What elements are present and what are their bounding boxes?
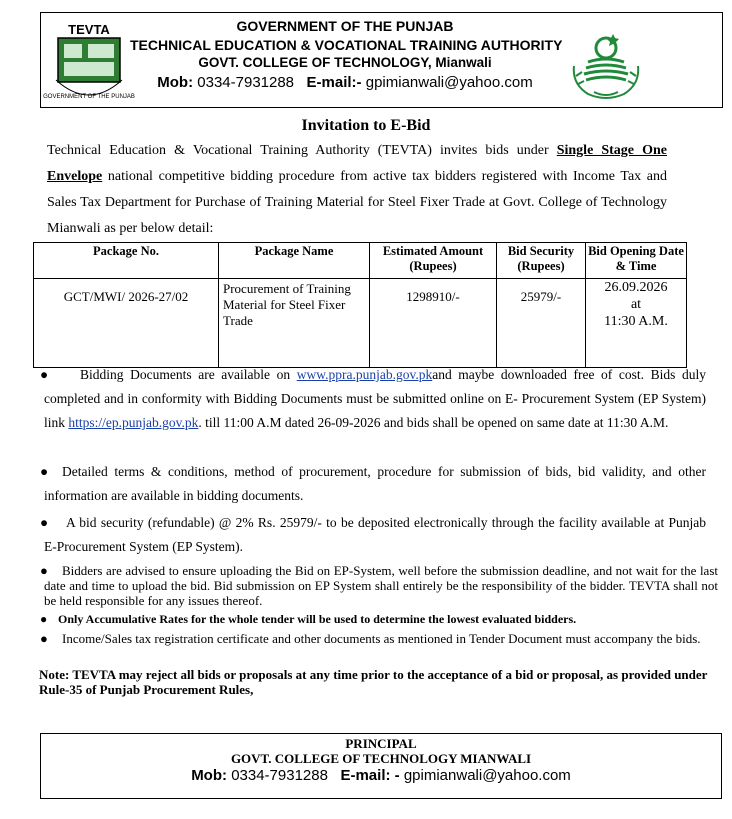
header-email-label: E-mail:- (306, 74, 362, 91)
opening-date: 26.09.2026 (604, 280, 668, 295)
bullet-3-text: A bid security (refundable) @ 2% Rs. 25979/- to be deposited electronically through the facility available at Punjab E-Procurement System (EP System). (44, 515, 706, 554)
header-email-value: gpimianwali@yahoo.com (365, 74, 533, 91)
cell-package-no: GCT/MWI/ 2026-27/02 (34, 279, 219, 368)
bullet-dot-1: ● (40, 367, 49, 382)
col-package-name: Package Name (219, 243, 370, 279)
footer-contact (41, 766, 721, 786)
page-title: Invitation to E-Bid (301, 117, 431, 134)
footer-principal: PRINCIPAL (345, 736, 417, 751)
header-authority: TECHNICAL EDUCATION & VOCATIONAL TRAINING AUTHORITY (130, 37, 563, 53)
bullet-2-text: Detailed terms & conditions, method of procurement, procedure for submission of bids, bid validity, and other information are available in bidding documents. (44, 464, 706, 503)
footer-email-value: gpimianwali@yahoo.com (403, 767, 571, 784)
bullet-6-text: Income/Sales tax registration certificate and other documents as mentioned in Tender Document must accompany the bids. (62, 631, 701, 646)
bullet-item-2 (40, 460, 706, 508)
intro-text-2: national competitive bidding procedure from active tax bidders registered with Income Tax and Sales Tax Department for Purchase of Training Material for Steel Fixer Trade at Govt. College of Technology Mianwali as per below detail: (47, 169, 667, 236)
opening-time: 11:30 A.M. (604, 314, 668, 329)
bullet-1-text-2: and maybe downloaded free of cost. Bids duly completed and in conformity with Bidding Documents must be submitted online on E- Procurement System (EP System) link (44, 367, 706, 430)
package-table (33, 242, 687, 368)
footer-box (40, 733, 722, 799)
header-mob-label: Mob: (157, 74, 194, 91)
header-mob-value: 0334-7931288 (197, 74, 295, 91)
bullet-dot-2: ● (40, 464, 49, 479)
col-bid-security: Bid Security (Rupees) (497, 243, 586, 279)
col-bid-opening: Bid Opening Date & Time (586, 243, 687, 279)
intro-underlined: Single Stage One Envelope (47, 143, 667, 184)
bullet-dot-3: ● (40, 515, 49, 530)
cell-bid-opening (586, 279, 687, 368)
bullet-item-5 (40, 612, 718, 627)
intro-paragraph (47, 138, 667, 242)
bullet-1-text-3: . till 11:00 A.M dated 26-09-2026 and bids shall be opened on same date at 11:30 A.M. (198, 415, 669, 430)
header-government: GOVERNMENT OF THE PUNJAB (236, 18, 454, 34)
ppra-link[interactable]: www.ppra.punjab.gov.pk (296, 367, 433, 382)
opening-at: at (630, 297, 642, 312)
footer-mob-value: 0334-7931288 (231, 767, 328, 784)
cell-estimated-amount: 1298910/- (370, 279, 497, 368)
cell-bid-security: 25979/- (497, 279, 586, 368)
header-college: GOVT. COLLEGE OF TECHNOLOGY, Mianwali (198, 55, 492, 70)
bullet-item-4 (40, 563, 718, 608)
table-header-row (34, 243, 687, 279)
bullet-item-6 (40, 631, 718, 646)
cell-package-name: Procurement of Training Material for Steel Fixer Trade (219, 279, 370, 368)
bullet-dot-6: ● (40, 631, 48, 646)
bullet-dot-5: ● (40, 612, 48, 626)
tevta-logo-text: TEVTA (68, 22, 110, 37)
col-estimated-amount: Estimated Amount (Rupees) (370, 243, 497, 279)
bullet-4-text: Bidders are advised to ensure uploading the Bid on EP-System, well before the submission deadline, and not wait for the last date and time to upload the bid. Bid submission on EP System shall entirely be the responsibility of the bidder. TEVTA shall not be held responsible for any issues thereof. (44, 563, 718, 608)
footer-mob-label: Mob: (191, 767, 228, 784)
bullet-item-3 (40, 511, 706, 559)
ep-system-link[interactable]: https://ep.punjab.gov.pk (68, 415, 199, 430)
intro-text-1: Technical Education & Vocational Training Authority (TEVTA) invites bids under (47, 143, 557, 158)
punjab-emblem (566, 26, 646, 102)
col-package-no: Package No. (34, 243, 219, 279)
bullet-5-text: Only Accumulative Rates for the whole tender will be used to determine the lowest evaluated bidders. (58, 612, 577, 626)
tevta-logo (43, 18, 135, 104)
note-text: Note: TEVTA may reject all bids or proposals at any time prior to the acceptance of a bid or proposal, as provided under Rule-35 of Punjab Procurement Rules, (39, 667, 708, 697)
bullet-dot-4: ● (40, 563, 48, 578)
footer-email-label: E-mail: - (340, 767, 400, 784)
header-contact (130, 74, 560, 91)
bullet-item-1 (40, 363, 706, 435)
tevta-logo-ring-text: GOVERNMENT OF THE PUNJAB (43, 94, 135, 100)
table-row (34, 279, 687, 368)
footer-college: GOVT. COLLEGE OF TECHNOLOGY MIANWALI (230, 751, 532, 766)
bullet-1-text-1: Bidding Documents are available on (80, 367, 297, 382)
